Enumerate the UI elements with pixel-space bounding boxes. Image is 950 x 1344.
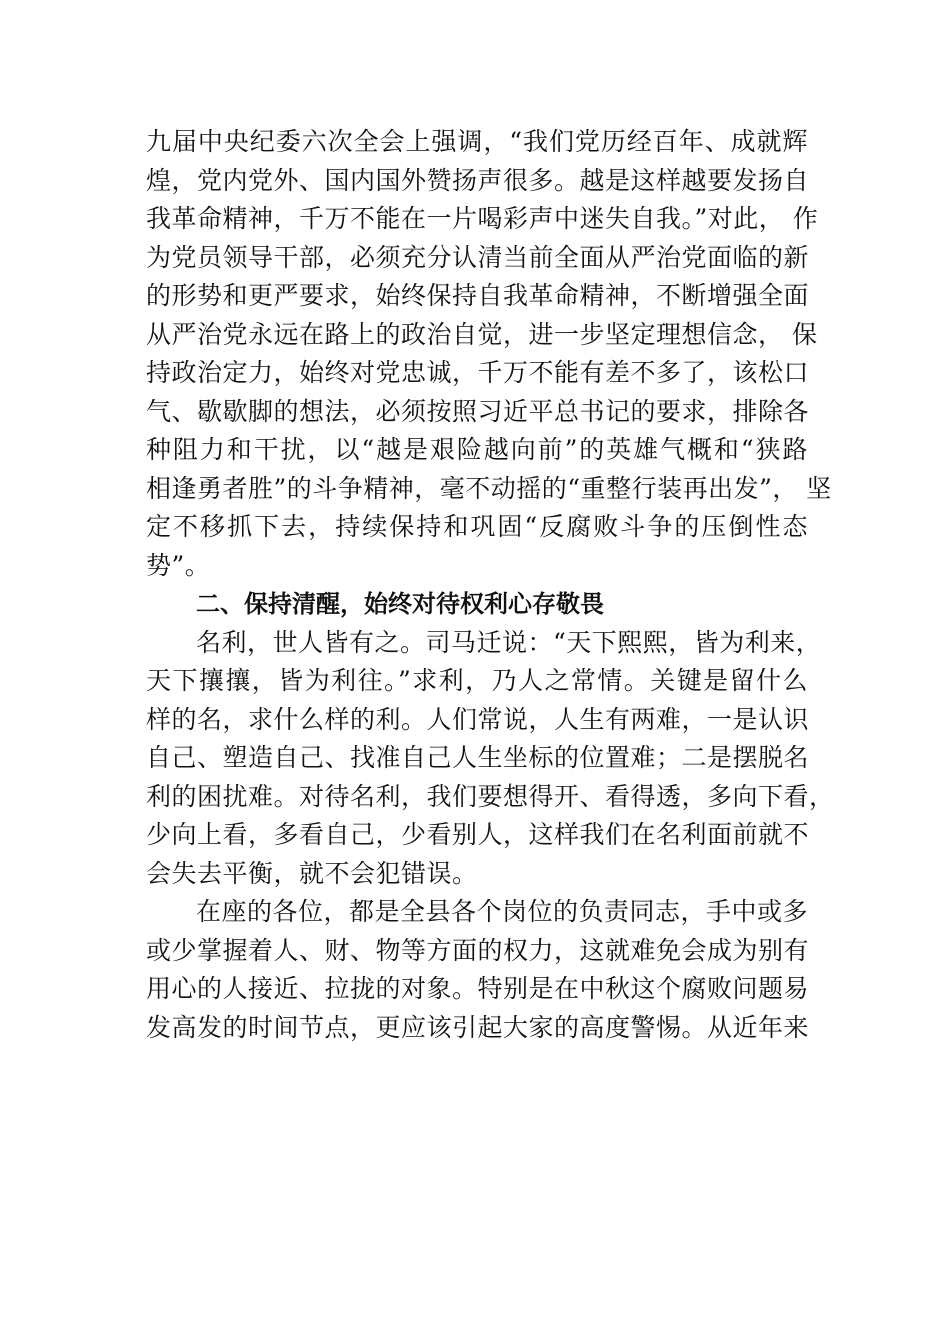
text-line: 或少掌握着人、财、物等方面的权力，这就难免会成为别有: [146, 935, 810, 965]
document-page: [146, 123, 835, 1047]
text-line: 样的名，求什么样的利。人们常说，人生有两难，一是认识: [146, 704, 810, 734]
paragraph-2: [146, 624, 835, 894]
text-line: 的形势和更严要求，始终保持自我革命精神，不断增强全面: [146, 281, 810, 310]
text-line: 名利，世人皆有之。司马迁说：“天下熙熙，皆为利来，: [196, 627, 822, 657]
text-line: 会失去平衡，就不会犯错误。: [146, 858, 478, 888]
text-line: 从严治党永远在路上的政治自觉，进一步坚定理想信念， 保: [146, 319, 818, 349]
text-line: 我革命精神，千万不能在一片喝彩声中迷失自我。”对此， 作: [146, 204, 819, 233]
text-line: 自己、塑造自己、找准自己人生坐标的位置难；二是摆脱名: [146, 743, 810, 772]
text-line: 势”。: [146, 550, 211, 580]
text-line: 煌，党内党外、国内国外赞扬声很多。越是这样越要发扬自: [146, 165, 810, 195]
text-line: 发高发的时间节点，更应该引起大家的高度警惕。从近年来: [146, 1012, 810, 1042]
paragraph-1: [146, 123, 832, 585]
text-line: 天下攘攘，皆为利往。”求利，乃人之常情。关键是留什么: [146, 666, 808, 695]
text-line: 种阻力和干扰，以“越是艰险越向前”的英雄气概和“狭路: [146, 435, 808, 464]
paragraph-3: [146, 893, 808, 1047]
text-line: 少向上看，多看自己，少看别人，这样我们在名利面前就不: [146, 820, 810, 849]
text-line: 相逢勇者胜”的斗争精神，毫不动摇的“重整行装再出发”， 坚: [146, 473, 832, 503]
text-line: 利的困扰难。对待名利，我们要想得开、看得透，多向下看，: [146, 781, 835, 811]
text-line: 为党员领导干部，必须充分认清当前全面从严治党面临的新: [146, 242, 810, 272]
section-heading: 二、保持清醒，始终对待权利心存敬畏: [196, 590, 604, 618]
text-line: 九届中央纪委六次全会上强调，“我们党历经百年、成就辉: [146, 127, 808, 156]
text-line: 在座的各位，都是全县各个岗位的负责同志，手中或多: [196, 897, 809, 926]
text-line: 用心的人接近、拉拢的对象。特别是在中秋这个腐败问题易: [146, 974, 810, 1003]
text-line: 定不移抓下去，持续保持和巩固“反腐败斗争的压倒性态: [146, 512, 808, 541]
text-line: 气、歇歇脚的想法，必须按照习近平总书记的要求，排除各: [146, 396, 810, 426]
text-line: 持政治定力，始终对党忠诚，千万不能有差不多了，该松口: [146, 358, 810, 387]
